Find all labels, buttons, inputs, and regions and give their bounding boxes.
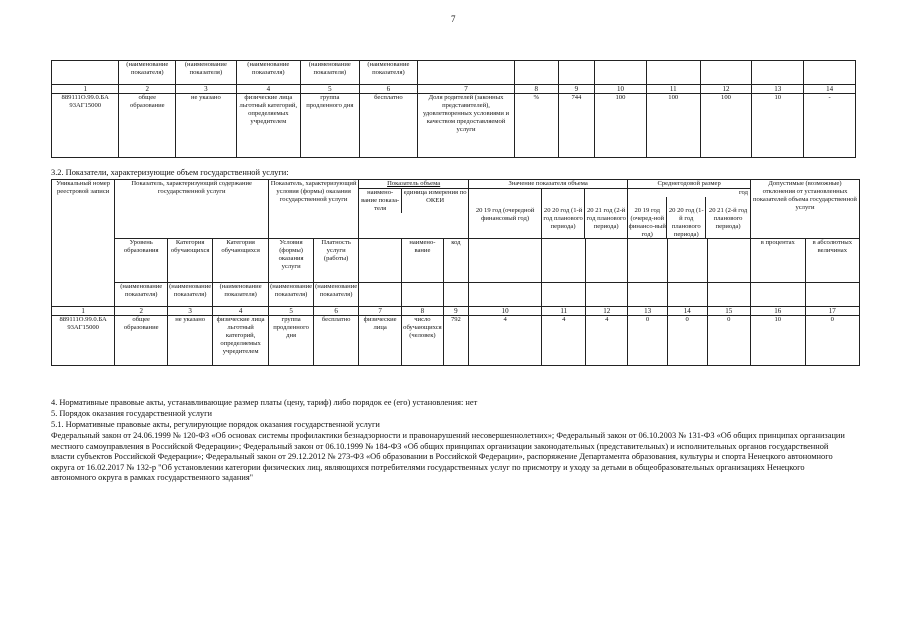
col-number: 17 <box>805 307 859 316</box>
col-number: 9 <box>443 307 468 316</box>
table-cell: 10 <box>750 316 805 366</box>
col-number: 6 <box>359 85 418 94</box>
sub-label: Категория обучающихся <box>213 239 269 283</box>
table-cell: число обучающихся (человек) <box>402 316 444 366</box>
header-vol-name: наимено-вание показа-теля <box>359 189 402 213</box>
sub-name: (наименование показателя) <box>115 283 168 307</box>
table-cell: не указано <box>168 316 213 366</box>
table-cell: 0 <box>628 316 668 366</box>
col-number: 7 <box>359 307 402 316</box>
table-cell: 0 <box>667 316 707 366</box>
col-number: 13 <box>752 85 804 94</box>
table-cell: не указано <box>176 94 237 158</box>
col-number: 12 <box>700 85 752 94</box>
unit-code-header: код <box>443 239 468 283</box>
col-number: 4 <box>213 307 269 316</box>
table-row <box>52 94 856 158</box>
col-number: 8 <box>514 85 558 94</box>
table-cell: 4 <box>469 316 542 366</box>
quality-table <box>51 60 856 158</box>
col-number: 2 <box>119 85 176 94</box>
table-cell: физические лица льготный категорий, определяемых учредителем <box>236 94 300 158</box>
volume-table <box>51 179 860 366</box>
name-header: (наименование показателя) <box>359 61 418 85</box>
table-cell: 100 <box>595 94 647 158</box>
table-cell: Доля родителей (законных представителей), удовлетворенных условиями и качеством предоставляемой услуги <box>418 94 515 158</box>
table-cell: физические лица льготный категорий, определяемых учредителем <box>213 316 269 366</box>
col-number: 3 <box>176 85 237 94</box>
table-cell: общее образование <box>115 316 168 366</box>
col-number: 14 <box>804 85 856 94</box>
table-cell: % <box>514 94 558 158</box>
header-absolute: в абсолютных величинах <box>805 239 859 283</box>
name-header: (наименование показателя) <box>301 61 360 85</box>
registry-number: 889111О.99.0.БА 93АГ15000 <box>52 94 119 158</box>
table-cell: группа продленного дня <box>301 94 360 158</box>
col-number: 10 <box>595 85 647 94</box>
sub-label: Категория обучающихся <box>168 239 213 283</box>
name-header: (наименование показателя) <box>236 61 300 85</box>
header-content: Показатель, характеризующий содержание государственной услуги <box>115 180 269 239</box>
header-deviation: Допустимые (возможные) отклонения от установленных показателей объема государственной услуги <box>750 180 859 239</box>
col-number: 12 <box>586 307 628 316</box>
col-number: 5 <box>269 307 314 316</box>
registry-number: 889111О.99.0.БА 93АГ15000 <box>52 316 115 366</box>
col-number: 9 <box>558 85 594 94</box>
unit-name-header: наимено-вание <box>402 239 444 283</box>
col-number: 5 <box>301 85 360 94</box>
sub-label: Уровень образования <box>115 239 168 283</box>
table-cell: 792 <box>443 316 468 366</box>
sub-label: Платность услуги (работы) <box>314 239 359 283</box>
col-number: 10 <box>469 307 542 316</box>
col-number: 8 <box>402 307 444 316</box>
header-avg-god: год <box>738 189 748 196</box>
table-cell: 0 <box>805 316 859 366</box>
col-number: 11 <box>542 307 586 316</box>
year-col: 20 20 год (1-й год планового периода) <box>667 197 706 238</box>
section-heading: 3.2. Показатели, характеризующие объем государственной услуги: <box>51 168 289 177</box>
year-col: 20 21 (2-й год планового периода) <box>708 207 748 230</box>
col-number: 2 <box>115 307 168 316</box>
paragraph-5: 5. Порядок оказания государственной услуги <box>51 409 213 418</box>
col-number: 1 <box>52 85 119 94</box>
name-header: (наименование показателя) <box>176 61 237 85</box>
header-avg: Среднегодовой размер <box>657 180 721 187</box>
col-number: 1 <box>52 307 115 316</box>
sub-name: (наименование показателя) <box>213 283 269 307</box>
sub-name: (наименование показателя) <box>269 283 314 307</box>
col-number: 11 <box>646 85 700 94</box>
col-number: 4 <box>236 85 300 94</box>
table-cell: 10 <box>752 94 804 158</box>
table-cell: бесплатно <box>314 316 359 366</box>
name-header: (наименование показателя) <box>119 61 176 85</box>
header-unique: Уникальный номер реестровой записи <box>52 180 115 307</box>
table-cell: 100 <box>700 94 752 158</box>
table-cell: группа продленного дня <box>269 316 314 366</box>
header-unit: единица измерения по ОКЕИ <box>403 189 467 204</box>
table-cell: общее образование <box>119 94 176 158</box>
table-cell: бесплатно <box>359 94 418 158</box>
year-col: 20 20 год (1-й год планового периода) <box>542 189 585 238</box>
table-cell: 0 <box>707 316 750 366</box>
year-col: 20 21 год (2-й год планового периода) <box>586 207 626 230</box>
paragraph-5-1: 5.1. Нормативные правовые акты, регулирующие порядок оказания государственной услуги <box>51 420 380 429</box>
col-number: 14 <box>667 307 707 316</box>
col-number: 15 <box>707 307 750 316</box>
col-number: 16 <box>750 307 805 316</box>
table-cell: 100 <box>646 94 700 158</box>
col-number: 7 <box>418 85 515 94</box>
sub-name: (наименование показателя) <box>168 283 213 307</box>
header-conditions: Показатель, характеризующий условия (формы) оказания государственной услуги <box>269 180 359 239</box>
laws-paragraph: Федеральный закон от 24.06.1999 № 120-ФЗ «Об основах системы профилактики безнадзорности и правонарушений несовершеннолетних»; Федеральный закон от 06.10.2003 № 131-ФЗ «Об общих принципах организации местного самоуправления в Российской Федерации»; Федеральный закон от 06.10.1999 № 184-ФЗ «Об общих принципах организации законодательных (представительных) и исполнительных органов государственной власти субъектов Российской Федерации»; Федеральный закон от 29.12.2012 № 273-ФЗ «Об образовании в Российской Федерации», распоряжение Департамента образования, культуры и спорта Ненецкого автономного округа от 16.02.2017 № 132-р "Об установлении категории физических лиц, являющихся потребителями государственных услуг по присмотру и уходу за детьми в общеобразовательных организациях Ненецкого автономного округа в рамках государственного задания" <box>51 431 845 482</box>
year-col: 20 19 год (очередной финансовый год) <box>469 189 542 238</box>
col-number: 13 <box>628 307 668 316</box>
table-row <box>52 316 860 366</box>
table-cell: - <box>804 94 856 158</box>
table-cell: 4 <box>586 316 628 366</box>
year-col: 20 19 год (очеред-ной финансо-вый год) <box>628 197 667 238</box>
page-number: 7 <box>451 14 456 24</box>
col-number: 3 <box>168 307 213 316</box>
col-number: 6 <box>314 307 359 316</box>
header-percent: в процентах <box>750 239 805 283</box>
paragraph-4: 4. Нормативные правовые акты, устанавливающие размер платы (цену, тариф) либо порядок ее (его) установления: нет <box>51 398 478 407</box>
header-value: Значение показателя объема <box>469 180 627 189</box>
header-volume: Показатель объема <box>359 180 468 189</box>
table-cell: физические лица <box>359 316 402 366</box>
sub-name: (наименование показателя) <box>314 283 359 307</box>
sub-label: Условия (формы) оказания услуги <box>269 239 314 283</box>
table-cell: 744 <box>558 94 594 158</box>
table-cell: 4 <box>542 316 586 366</box>
